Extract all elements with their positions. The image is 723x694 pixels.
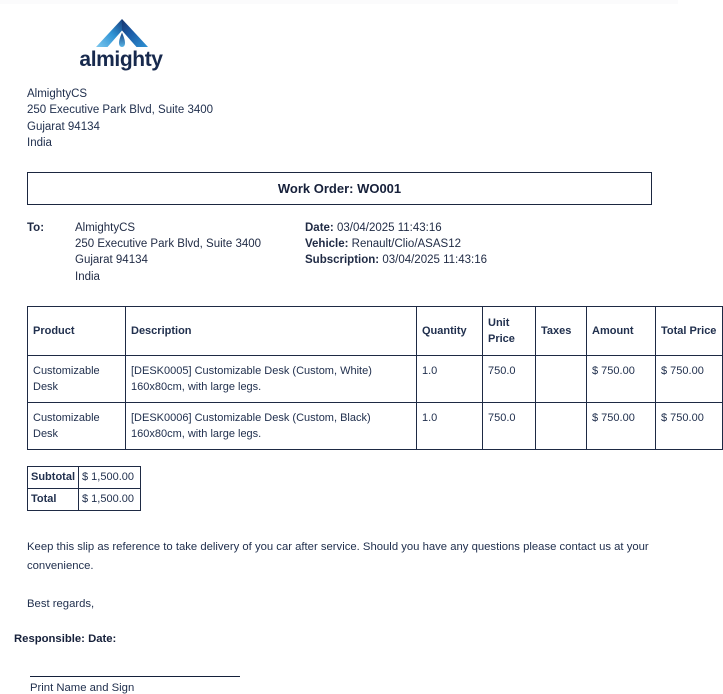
- company-address-line-1: 250 Executive Park Blvd, Suite 3400: [27, 104, 214, 117]
- meta-vehicle-label: Vehicle:: [305, 238, 349, 251]
- cell-amount: $ 750.00: [587, 356, 656, 403]
- total-value: $ 1,500.00: [79, 489, 141, 511]
- footer-note: Keep this slip as reference to take delivery of you car after service. Should you have any questions please contact us at your convenience.: [27, 541, 649, 573]
- table-row: [28, 356, 723, 403]
- subtotal-value: $ 1,500.00: [79, 467, 141, 489]
- table-header-row: [28, 307, 723, 356]
- cell-quantity: 1.0: [417, 403, 483, 450]
- cell-total-price: $ 750.00: [656, 403, 723, 450]
- recipient-name: AlmightyCS: [75, 221, 136, 234]
- company-address-line-2: Gujarat 94134: [27, 120, 100, 133]
- order-meta-block: [305, 220, 652, 286]
- recipient-label: To:: [27, 221, 45, 234]
- cell-unit-price: 750.0: [483, 356, 536, 403]
- work-order-title: Work Order: WO001: [27, 172, 652, 205]
- total-label: Total: [28, 489, 79, 511]
- cell-amount: $ 750.00: [587, 403, 656, 450]
- cell-product: Customizable Desk: [28, 403, 126, 450]
- meta-subscription-value: 03/04/2025 11:43:16: [382, 254, 487, 267]
- company-name: AlmightyCS: [27, 88, 88, 100]
- meta-date-label: Date:: [305, 221, 334, 234]
- cell-description: [DESK0006] Customizable Desk (Custom, Black) 160x80cm, with large legs.: [126, 403, 417, 450]
- signature-caption: Print Name and Sign: [30, 682, 135, 694]
- company-address-block: [27, 86, 652, 152]
- cell-unit-price: 750.0: [483, 403, 536, 450]
- meta-vehicle-row: [305, 236, 652, 252]
- company-country: India: [27, 137, 52, 150]
- company-logo: [47, 18, 197, 70]
- recipient-address-line-1: 250 Executive Park Blvd, Suite 3400: [75, 238, 262, 251]
- cell-total-price: $ 750.00: [656, 356, 723, 403]
- recipient-country: India: [75, 270, 100, 283]
- table-row: [28, 403, 723, 450]
- meta-date-value: 03/04/2025 11:43:16: [336, 221, 442, 234]
- subtotal-row: [28, 467, 141, 489]
- recipient-address-block: [75, 220, 305, 286]
- meta-date-row: [305, 220, 652, 236]
- column-header-quantity: Quantity: [417, 307, 483, 356]
- cell-description: [DESK0005] Customizable Desk (Custom, White) 160x80cm, with large legs.: [126, 356, 417, 403]
- meta-vehicle-value: Renault/Clio/ASAS12: [351, 238, 461, 251]
- column-header-taxes: Taxes: [536, 307, 587, 356]
- meta-subscription-label: Subscription:: [305, 254, 380, 267]
- subtotal-label: Subtotal: [28, 467, 79, 489]
- footer-regards: Best regards,: [27, 598, 95, 611]
- logo-wordmark: almighty: [79, 48, 163, 71]
- cell-taxes: [536, 403, 587, 450]
- signature-line: [30, 676, 240, 677]
- meta-subscription-row: [305, 252, 652, 268]
- cell-product: Customizable Desk: [28, 356, 126, 403]
- line-items-table: [27, 306, 723, 450]
- mountain-peak-icon: [92, 18, 152, 48]
- total-row: [28, 489, 141, 511]
- totals-table: [27, 466, 141, 511]
- column-header-unit-price: Unit Price: [483, 307, 536, 356]
- recipient-and-meta: [27, 220, 652, 286]
- recipient-address-line-2: Gujarat 94134: [75, 254, 148, 267]
- letterhead: [27, 14, 652, 152]
- cell-quantity: 1.0: [417, 356, 483, 403]
- cell-taxes: [536, 356, 587, 403]
- column-header-description: Description: [126, 307, 417, 356]
- responsible-date-label: Responsible: Date:: [14, 633, 117, 646]
- column-header-product: Product: [28, 307, 126, 356]
- column-header-total-price: Total Price: [656, 307, 723, 356]
- column-header-amount: Amount: [587, 307, 656, 356]
